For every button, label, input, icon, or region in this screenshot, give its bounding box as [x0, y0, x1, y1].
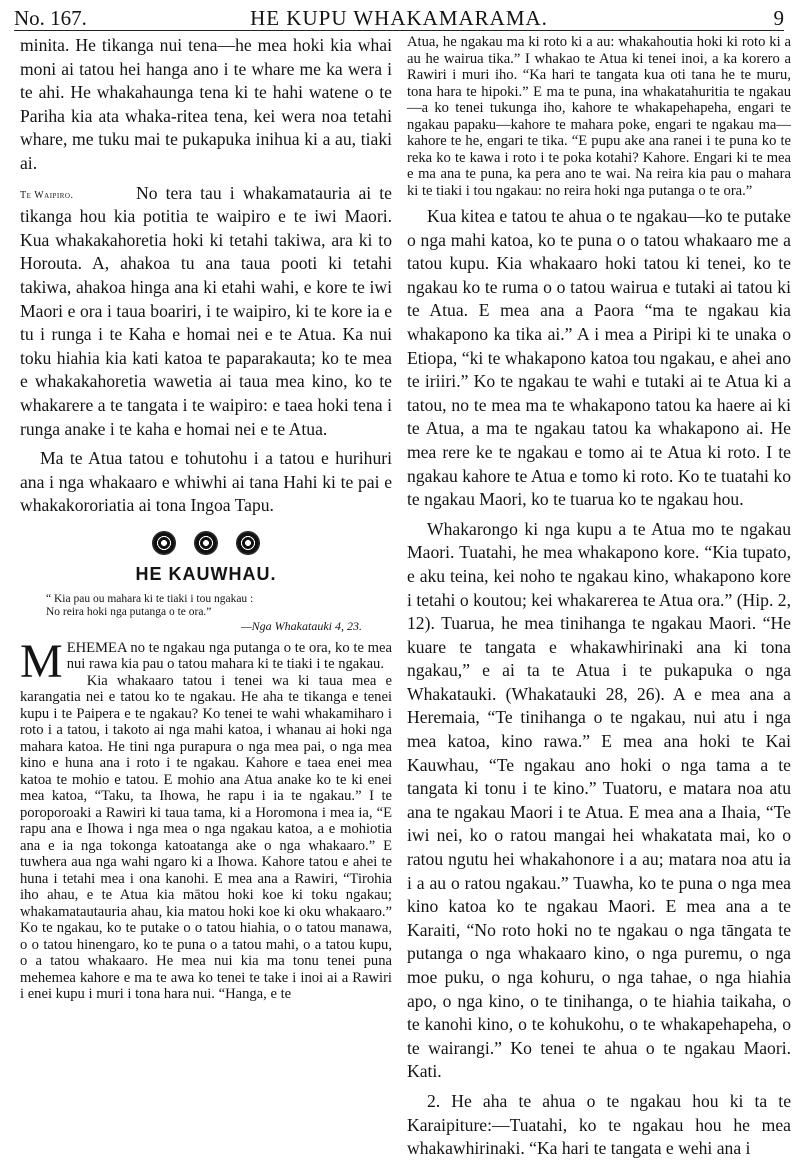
- page-number: 9: [773, 6, 784, 30]
- flower-ornament-icon: [153, 532, 175, 554]
- flower-ornament-icon: [195, 532, 217, 554]
- section-title: HE KAUWHAU.: [135, 563, 277, 584]
- right-column: [407, 34, 791, 1159]
- side-note-waipiro: Te Waipiro.: [20, 189, 74, 201]
- page-header: [14, 4, 784, 31]
- paragraph-insurance: minita. He tikanga nui tena—he mea hoki kia whai moni ai tatou hei hanga ano i te whare me ka wera i te ahi. He whakahaunga tena ki te hahi watene o te Pariha kia ata whaka-ritea tena, kei wera noa tetahi whare, me tuku mai te pukapuka inihua ki a au, tiaki ai.: [20, 35, 392, 173]
- sermon-paragraph: Kia whakaaro tatou i tenei wa ki taua mea e karangatia nei e tatou ko te ngakau. He aha te tikanga e tenei kupu i te Paipera e te ngakau? Ko tenei te wahi whakamiharo i roto i a tatou, i takoto ai nga mahi katoa, i whanau ai hoki nga mahara katoa. He tini nga purapura o nga mea pai, o nga mea kino e huna ana i roto i te ngakau. Kahore e taea enei mea katoa te mohio e tatou. E mohio ana Atua anake ko te ki enei mea katoa, “Taku, ta Ihowa, he rapu i ia te ngakau.” I te poroporoaki a Rawiri ki taua tama, ki a Horomona i mea ia, “E rapu ana e Ihowa i nga mea o nga ngakau katoa, a e mohiotia ana e ia nga tokonga katoatanga ake o nga whakaaro.” E tuwhera aua nga wahi ngaro ki a Ihowa. Kahore tatou e ahei te huna i tetahi mea i ona kanohi. E mea ana a Rawiri, “Tirohia iho ahau, e te Atua kia mātou hoki koe ki toku ngakau; whakamatautauria ahau, kia matou hoki koe ki oku whakaaro.” Ko te ngakau, ko te putake o o tatou hiahia, o o tatou manawa, o o tatou hinengaro, ko te puna o a tatou mahi, o a tatou kupu, o a tatou whakaaro. He mea nui kia ma tonu tenei puna mehemea kahore e ma te awa ko tenei te take i inoi ai a Rawiri i enei kupu i muri i tona hara nui. “Hanga, e te: [20, 672, 392, 1003]
- paragraph-maori-heart: Whakarongo ki nga kupu a te Atua mo te ngakau Maori. Tuatahi, he mea whakapono kore. “Kia tupato, e aku teina, kei noho te ngakau kino, whakapono kore i tetahi o koutou; kei whakarerea te Atua ora.” (Hip. 2, 12). Tuarua, he mea tinihanga te ngakau Maori. “He kuare te tangata e whakawhirinaki ana ki tona ngakau,” e ai ta te Atua i te pukapuka o nga Whakatauki. (Whakatauki 28, 26). A e mea ana a Heremaia, “Te tinihanga o te ngakau, nui atu i nga mea katoa, kino rawa.” E mea ana hoki te Kai Kauwhau, “Te ngakau ano hoki o nga tama a te tangata ki tonu i te kino.” Tuatoru, e matara noa atu ana te ngakau Maori i te Atua. E mea ana a Ihaia, “Te iwi nei, ko o ratou mangai hei whakatata mai, ko o ratou ngutu hei whakahonore i a au; matara noa atu ia i a au o ratou ngakau.” Tuawha, ko te puna o nga mea kino katoa ko te ngakau Maori. E mea ana a te Karaiti, “No roto hoki no te ngakau o nga tāngata te putanga o nga whakaaro kino, o nga puremu, o nga moe puku, o nga kohuru, o nga tahae, o nga hiahia apo, o nga kino, o te tinihanga, o te hiahia taikaha, o te kanohi kino, o te kohukohu, o te whakapehapeha, o te wairangi.” Ko tenei te ahua o te ngakau Maori. Kati.: [407, 518, 791, 1082]
- paragraph-prayer: Ma te Atua tatou e tohutohu i a tatou e hurihuri ana i nga whakaaro e whiwhi ai tana Hahi ki te pai e whakakororiatia ai tona Ingoa Tapu.: [20, 448, 392, 516]
- running-title: HE KUPU WHAKAMARAMA.: [250, 6, 548, 30]
- issue-number: No. 167.: [14, 6, 87, 30]
- sermon-opening: EHEMEA no te ngakau nga putanga o te ora, ko te mea nui rawa kia pau o tatou mahara ki te tiaki i te ngakau.: [66, 639, 392, 673]
- epigraph-line-1: “ Kia pau ou mahara ki te tiaki i tou ngakau :: [46, 592, 254, 605]
- flower-ornament-icon: [237, 532, 259, 554]
- ornament-divider: [20, 532, 392, 554]
- epigraph-line-2: No reira hoki nga putanga o te ora.”: [46, 605, 212, 618]
- drop-cap: M: [20, 634, 63, 688]
- paragraph-heart-nature: Kua kitea e tatou te ahua o te ngakau—ko te putake o nga mahi katoa, ko te puna o o tatou whakaaro me a tatou kupu. Kia whakaaro hoki tatou ki tenei, ko te ngakau ko te ruma o o tatou wairua e tutaki ai tatou ki te Atua. E mea ana a Paora “ma te ngakau kia whakapono ka tika ai.” A i mea a Piripi ki te unaka o Etiopa, “ki te whakapono katoa tou ngakau, e ahei ano te iriiri.” Ko te ngakau te wahi e tutaki ai te Atua ki a tatou, no te mea ma te whakapono tatou ka haere ai ki te Atua, a ma te ngakau tatou ka whakapono ai. He mea rere ke te ngakau e tomo ai te Atua ki roto. I te ngakau kahore te Atua e tomo ki roto. Ko te tuatahi ko te ngakau Maori, ko te tuarua ko te ngakau hou.: [407, 206, 791, 510]
- paragraph-waipiro: No tera tau i whakamatauria ai te tikanga hou kia potitia te waipiro e te iwi Maori. Kua whakakahoretia hoki ki tetahi takiwa, ara ki to Horouta. A, ahakoa tu ana taua pooti ki tetahi takiwa, ahakoa hinga ana ki etahi wahi, e kore te iwi Maori e ora i taua boariri, i te waipiro, ki te kore ia e tu i runga i te Kaha e homai nei e te Atua. Ka nui toku hiahia kia kati katoa te paparakauta; ko te mea e whakakahoretia wawetia ai taua mea kino, ko te whakarere a te tangata i te waipiro: e taea hoki tena i runga anake i te kaha e homai nei e te Atua.: [20, 182, 392, 439]
- left-column: [20, 34, 392, 1142]
- paragraph-new-heart: 2. He aha te ahua o te ngakau hou ki ta te Karaipiture:—Tuatahi, ko te ngakau hou he mea whakawhirinaki. “Ka hari te tangata e wehi ana i: [407, 1090, 791, 1159]
- sermon-continued: Atua, he ngakau ma ki roto ki a au: whakahoutia hoki ki roto ki a au he wairua tika.” I whakao te Atua ki tenei inoi, a ka korero a Rawiri i muri iho. “Ka hari te tangata kua oti tana he te muru, tona hara te hipoki.” E ma te puna, ina whakatahuritia te ngakau—a ko tenei tukunga iho, kahore te whakapehapeha, engari te ngakau papaku—kahore te mahara poke, engari te ngakau ma—kahore te he, engari te tika. “E pupu ake ana ranei i te puna ko te reka ko te kawa i roto i te poka kotahi? Kahore. Engari ki te mea e ma ana te puna, ka pera ano te wai. Na reira kia pau o mahara ki te tiaki i tou ngakau: no reira hoki nga putanga o te ora.”: [407, 34, 791, 199]
- epigraph-citation: —Nga Whakatauki 4, 23.: [241, 618, 362, 633]
